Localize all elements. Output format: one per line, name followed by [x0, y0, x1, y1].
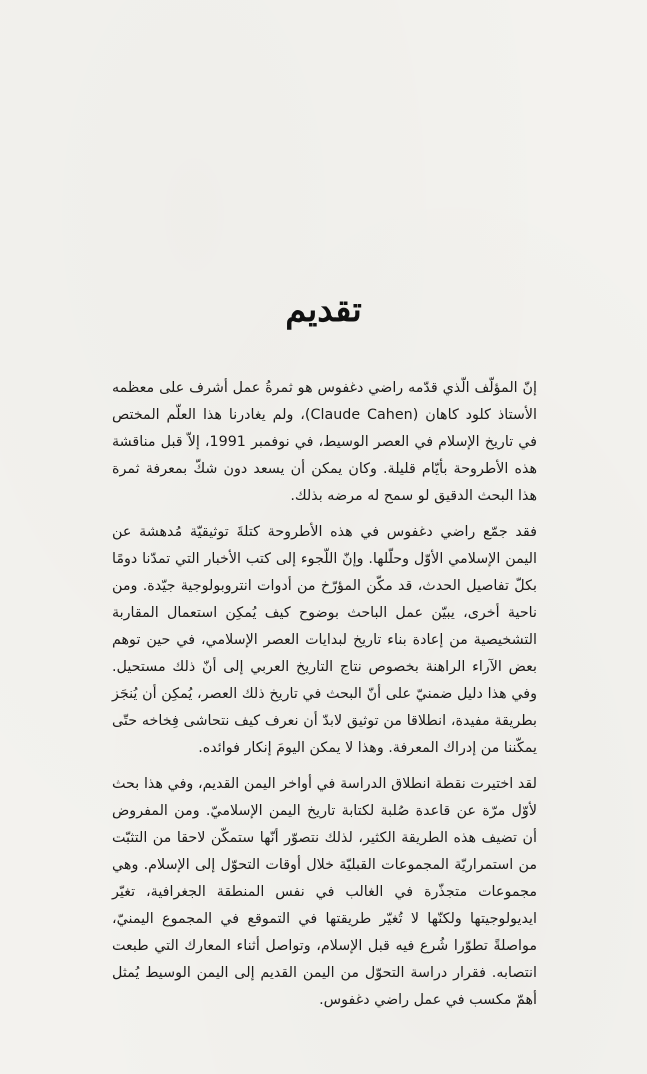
body-text [112, 375, 537, 1023]
paragraph-3: لقد اختيرت نقطة انطلاق الدراسة في أواخر اليمن القديم، وفي هذا بحث لأوّل مرّة عن قاعدة صُلبة لكتابة تاريخ اليمن الإسلاميّ. ومن المفروض أن تضيف هذه الطريقة الكثير، لذلك نتصوّر أنّها ستمكّن لاحقا من التثبّت من استمراريّة المجموعات القبليّة خلال أوقات التحوّل إلى الإسلام. وهي مجموعات متجذّرة في الغالب في نفس المنطقة الجغرافية، تغيّر ايديولوجيتها ولكنّها لا تُغيّر طريقتها في التموقع في المجموع اليمنيّ، مواصلةً تطوّرا شُرع فيه قبل الإسلام، وتواصل أثناء المعارك التي طبعت انتصابه. فقرار دراسة التحوّل من اليمن القديم إلى اليمن الوسيط يُمثل أهمّ مكسب في عمل راضي دغفوس. [112, 776, 537, 1008]
show-through-text [120, 130, 540, 147]
page-title: تقديم [285, 290, 362, 330]
paragraph-2: فقد جمّع راضي دغفوس في هذه الأطروحة كتلةَ توثيقيّة مُدهشة عن اليمن الإسلامي الأوّل وحلّلها. وإنّ اللّجوء إلى كتب الأخبار التي تمدّنا دومًا بكلّ تفاصيل الحدث، قد مكّن المؤرّخ من أدوات انتروبولوجية جيّدة. ومن ناحية أخرى، يبيّن عمل الباحث بوضوح كيف يُمكِن استعمال المقاربة التشخيصية من إعادة بناء تاريخ لبدايات العصر الإسلامي، في حين توهم بعض الآراء الراهنة بخصوص نتاج التاريخ العربي إلى أنّ ذلك مستحيل. وفي هذا دليل ضمنيّ على أنّ البحث في تاريخ ذلك العصر، يُمكِن أن يُنجَز بطريقة مفيدة، انطلاقا من توثيق لابدّ أن نعرف كيف نتحاشى فِخاخه حتّى يمكّننا من إدراك المعرفة. وهذا لا يمكن اليومَ إنكار فوائده. [112, 524, 537, 756]
paragraph-1: إنّ المؤلّف الّذي قدّمه راضي دغفوس هو ثمرةُ عمل أشرف على معظمه الأستاذ كلود كاهان (Claude Cahen)، ولم يغادرنا هذا العلّم المختص في تاريخ الإسلام في العصر الوسيط، في نوفمبر 1991، إلاّ قبل مناقشة هذه الأطروحة بأيّام قليلة. وكان يمكن أن يسعد دون شكّ بمعرفة ثمرة هذا البحث الدقيق لو سمح له مرضه بذلك. [112, 380, 537, 504]
